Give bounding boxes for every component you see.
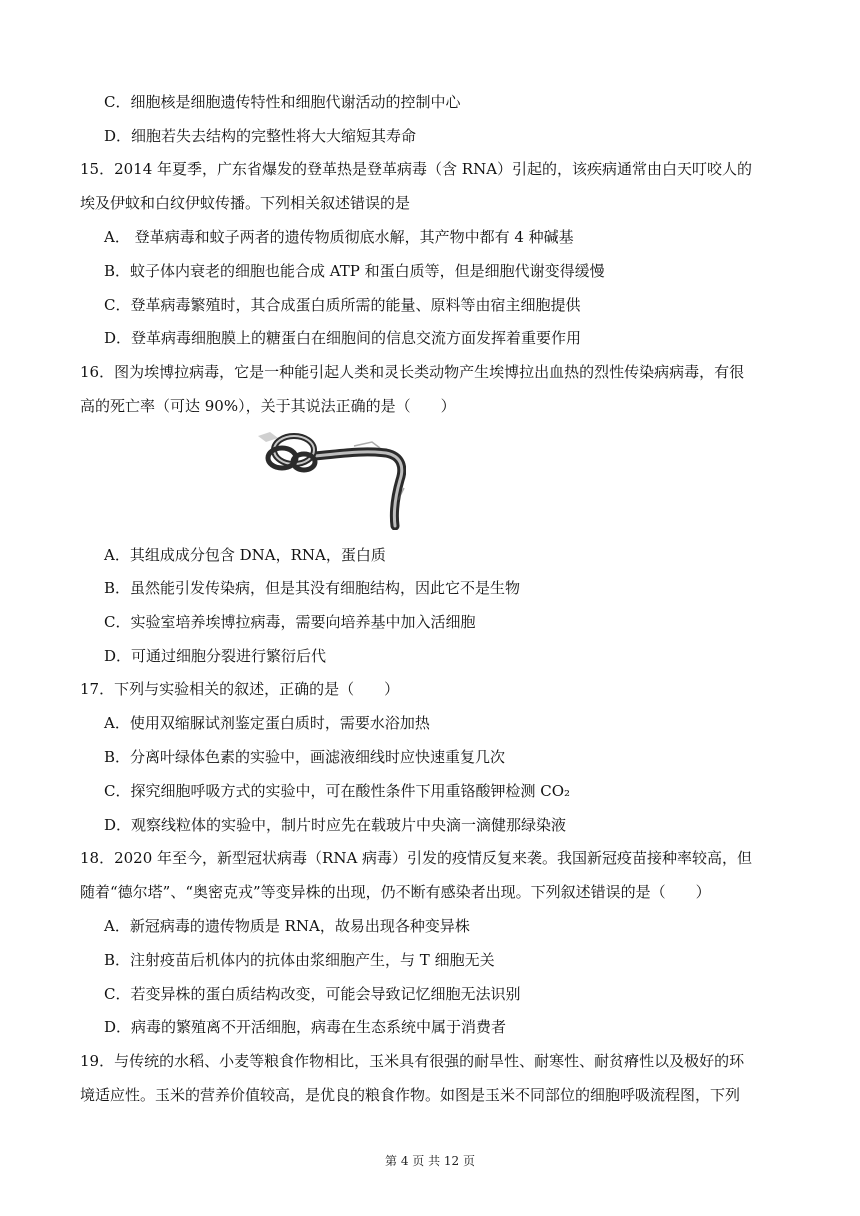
- q17-option-a: A．使用双缩脲试剂鉴定蛋白质时，需要水浴加热: [104, 714, 430, 732]
- q15-option-a: A． 登革病毒和蚊子两者的遗传物质彻底水解，其产物中都有 4 种碱基: [104, 228, 574, 246]
- q16-option-b: B．虽然能引发传染病，但是其没有细胞结构，因此它不是生物: [104, 579, 521, 597]
- q16-stem-line1: 16．图为埃博拉病毒，它是一种能引起人类和灵长类动物产生埃博拉出血热的烈性传染病病毒，有很: [80, 363, 745, 381]
- q15-stem-line2: 埃及伊蚊和白纹伊蚊传播。下列相关叙述错误的是: [80, 194, 411, 212]
- q18-option-b: B．注射疫苗后机体内的抗体由浆细胞产生，与 T 细胞无关: [104, 951, 495, 969]
- option-d-prev: D．细胞若失去结构的完整性将大大缩短其寿命: [104, 127, 417, 145]
- q16-option-d: D．可通过细胞分裂进行繁衍后代: [104, 647, 327, 665]
- q17-option-d: D．观察线粒体的实验中，制片时应先在载玻片中央滴一滴健那绿染液: [104, 816, 567, 834]
- q15-stem-line1: 15．2014 年夏季，广东省爆发的登革热是登革病毒（含 RNA）引起的，该疾病通常由白天叮咬人的: [80, 160, 753, 178]
- page-footer: 第 4 页 共 12 页: [385, 1154, 475, 1168]
- q17-stem: 17．下列与实验相关的叙述，正确的是（ ）: [80, 680, 400, 698]
- q16-option-a: A．其组成成分包含 DNA，RNA，蛋白质: [104, 546, 386, 564]
- q15-option-d: D．登革病毒细胞膜上的糖蛋白在细胞间的信息交流方面发挥着重要作用: [104, 329, 582, 347]
- q18-option-c: C．若变异株的蛋白质结构改变，可能会导致记忆细胞无法识别: [104, 985, 521, 1003]
- q15-option-c: C．登革病毒繁殖时，其合成蛋白质所需的能量、原料等由宿主细胞提供: [104, 296, 581, 314]
- q18-option-d: D．病毒的繁殖离不开活细胞，病毒在生态系统中属于消费者: [104, 1018, 507, 1036]
- q16-option-c: C．实验室培养埃博拉病毒，需要向培养基中加入活细胞: [104, 613, 476, 631]
- option-c-prev: C．细胞核是细胞遗传特性和细胞代谢活动的控制中心: [104, 93, 461, 111]
- ebola-virus-figure: [254, 428, 406, 530]
- q16-stem-line2: 高的死亡率（可达 90%），关于其说法正确的是（ ）: [80, 397, 456, 415]
- q18-option-a: A．新冠病毒的遗传物质是 RNA，故易出现各种变异株: [104, 917, 470, 935]
- q19-stem-line1: 19．与传统的水稻、小麦等粮食作物相比，玉米具有很强的耐旱性、耐寒性、耐贫瘠性以及极好的环: [80, 1052, 745, 1070]
- q18-stem-line1: 18．2020 年至今，新型冠状病毒（RNA 病毒）引发的疫情反复来袭。我国新冠疫苗接种率较高，但: [80, 849, 753, 867]
- q17-option-c: C．探究细胞呼吸方式的实验中，可在酸性条件下用重铬酸钾检测 CO₂: [104, 782, 571, 800]
- q15-option-b: B．蚊子体内衰老的细胞也能合成 ATP 和蛋白质等，但是细胞代谢变得缓慢: [104, 262, 605, 280]
- q18-stem-line2: 随着“德尔塔”、“奥密克戎”等变异株的出现，仍不断有感染者出现。下列叙述错误的是（ ）: [80, 883, 711, 901]
- q17-option-b: B．分离叶绿体色素的实验中，画滤液细线时应快速重复几次: [104, 748, 506, 766]
- q19-stem-line2: 境适应性。玉米的营养价值较高，是优良的粮食作物。如图是玉米不同部位的细胞呼吸流程图，下列: [80, 1086, 741, 1104]
